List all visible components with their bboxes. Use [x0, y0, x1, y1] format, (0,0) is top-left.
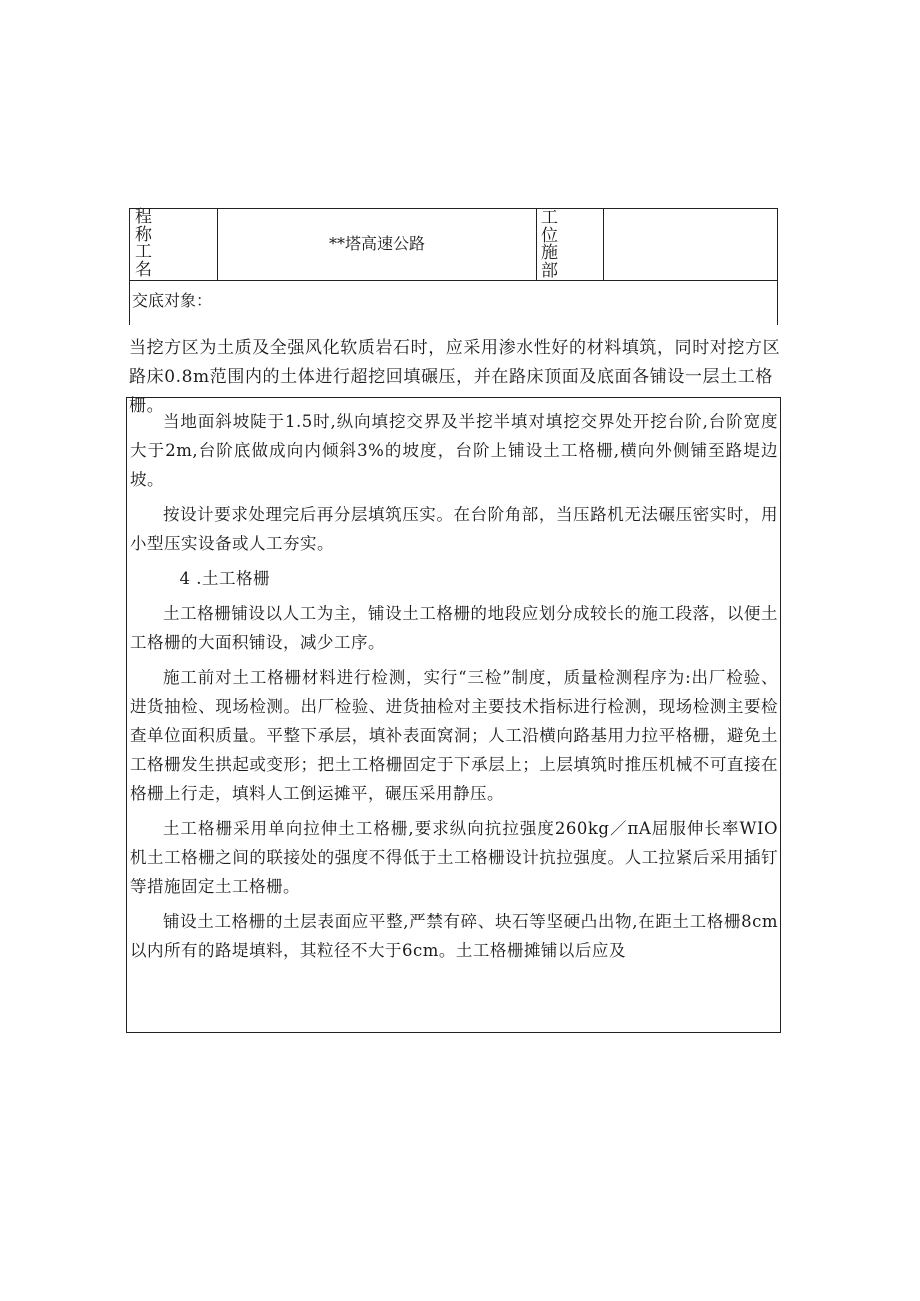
project-name-cell [218, 209, 537, 280]
header-table [129, 208, 778, 281]
briefing-target-row [129, 281, 778, 325]
section-heading-geogrid: 4 .土工格栅 [179, 569, 270, 588]
department-label: 工位施部 [541, 208, 558, 281]
project-label-cell [130, 209, 218, 280]
paragraph-slope-steps: 当地面斜坡陡于1.5时,纵向填挖交界及半挖半填对填挖交界处开挖台阶,台阶宽度大于2m,台阶底做成向内倾斜3%的坡度，台阶上铺设土工格栅,横向外侧铺至路堤边坡。 [130, 412, 778, 489]
department-label-cell [537, 209, 604, 280]
paragraph-geogrid-laying: 土工格栅铺设以人工为主，铺设土工格栅的地段应划分成较长的施工段落，以便土工格栅的大面积铺设，减少工序。 [130, 604, 778, 652]
paragraph-geogrid-inspection: 施工前对土工格栅材料进行检测，实行“三检”制度，质量检测程序为:出厂检验、进货抽检、现场检测。出厂检验、进货抽检对主要技术指标进行检测，现场检测主要检查单位面积质量。平整下承层，填补表面窝洞；人工沿横向路基用力拉平格栅，避免土工格栅发生拱起或变形；把土工格栅固定于下承层上；上层填筑时推压机械不可直接在格栅上行走，填料人工倒运摊平，碾压采用静压。 [130, 668, 778, 803]
content-body [130, 407, 778, 971]
briefing-target-label: 交底对象： [132, 291, 213, 310]
project-label: 程称工名 [135, 207, 152, 280]
project-name: **塔高速公路 [328, 234, 425, 253]
paragraph-geogrid-surface: 铺设土工格栅的土层表面应平整,严禁有碎、块石等坚硬凸出物,在距土工格栅8cm以内所有的路堤填料，其粒径不大于6cm。土工格栅摊铺以后应及 [130, 912, 778, 960]
content-box [126, 397, 781, 1033]
department-value-cell [604, 209, 777, 280]
paragraph-compaction: 按设计要求处理完后再分层填筑压实。在台阶角部，当压路机无法碾压密实时，用小型压实设备或人工夯实。 [130, 505, 778, 553]
paragraph-geogrid-strength: 土工格栅采用单向拉伸土工格栅,要求纵向抗拉强度260kg／πA屈服伸长率WIO机土工格栅之间的联接处的强度不得低于土工格栅设计抗拉强度。人工拉紧后采用插钉等措施固定土工格栅。 [130, 819, 778, 896]
intro-paragraph: 当挖方区为土质及全强风化软质岩石时，应采用渗水性好的材料填筑，同时对挖方区路床0.8m范围内的土体进行超挖回填碾压，并在路床顶面及底面各铺设一层土工格栅。 [129, 338, 781, 416]
